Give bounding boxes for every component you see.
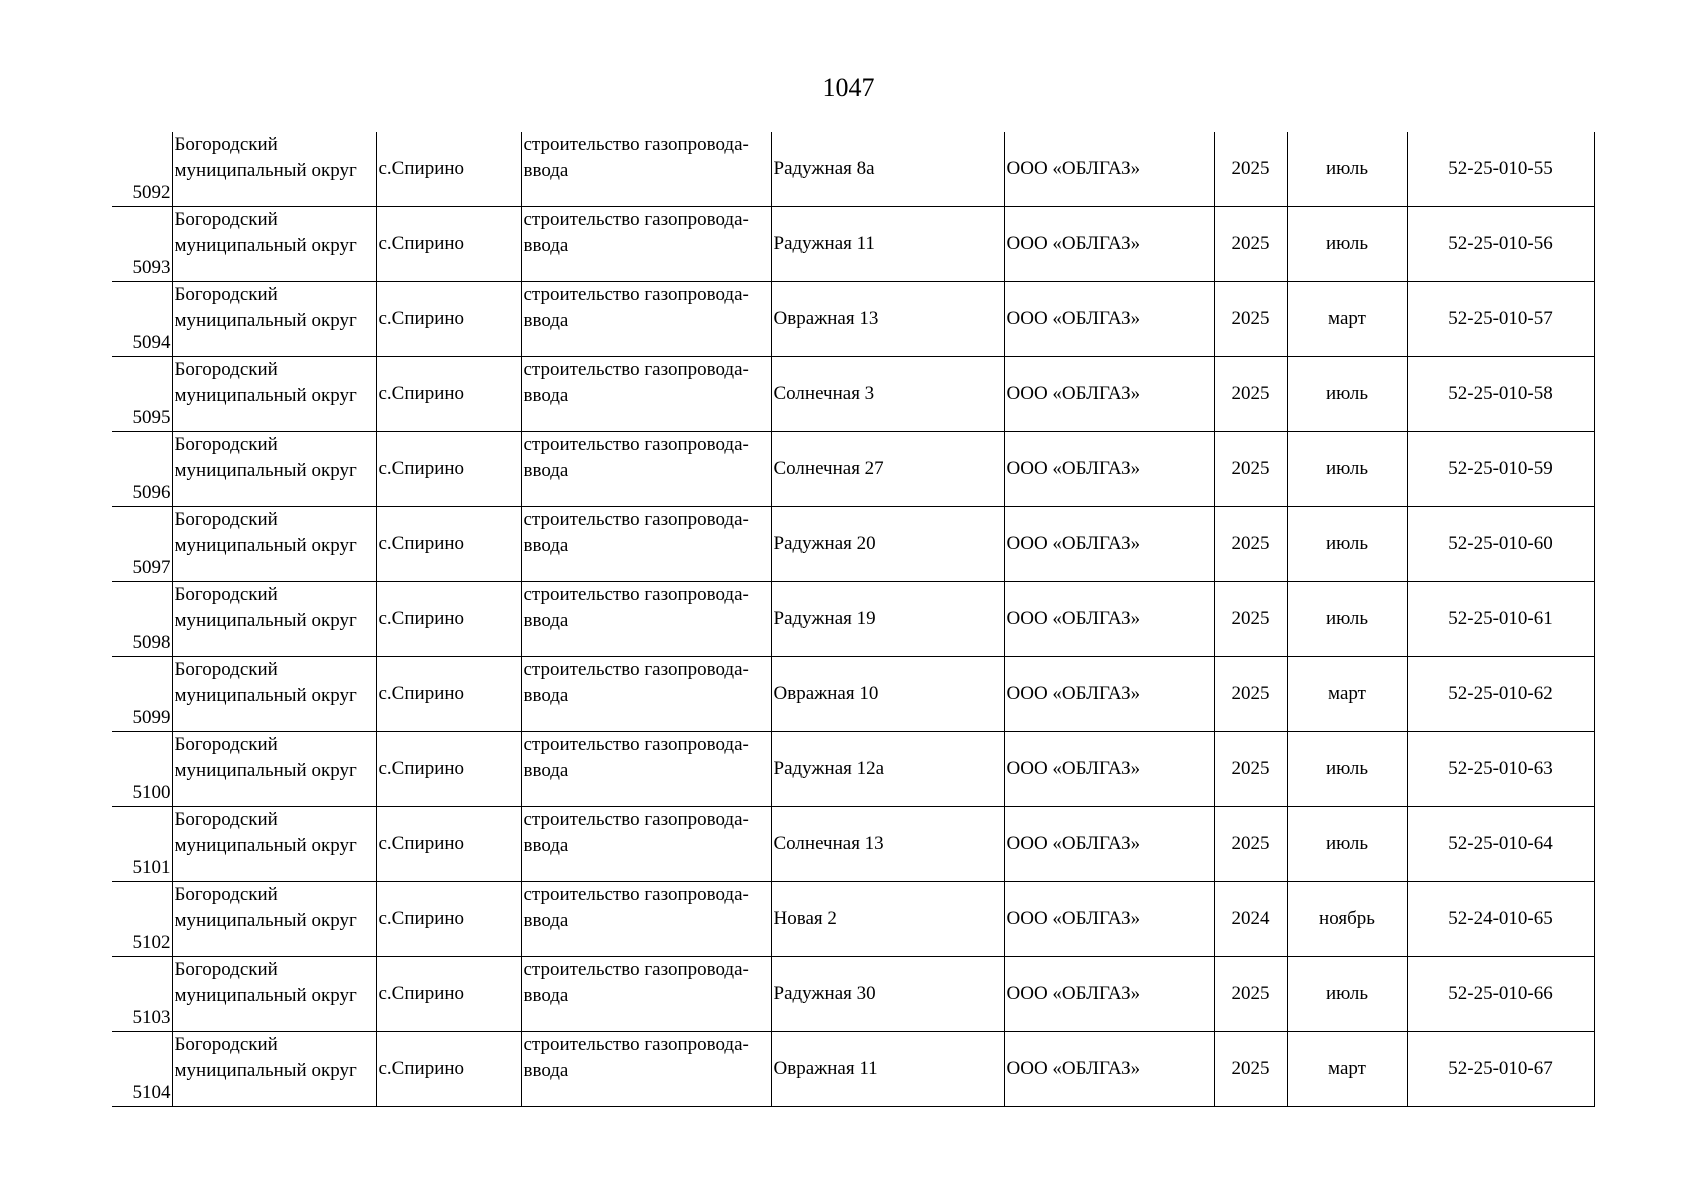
address-cell: Солнечная 27 bbox=[771, 432, 1004, 507]
code-cell: 52-25-010-66 bbox=[1407, 957, 1594, 1032]
table-row bbox=[112, 1032, 1594, 1107]
code-cell: 52-25-010-64 bbox=[1407, 807, 1594, 882]
row-number: 5093 bbox=[112, 207, 172, 282]
code-cell: 52-25-010-55 bbox=[1407, 132, 1594, 207]
code-cell: 52-25-010-62 bbox=[1407, 657, 1594, 732]
address-cell: Радужная 20 bbox=[771, 507, 1004, 582]
code-cell: 52-25-010-58 bbox=[1407, 357, 1594, 432]
work-line2: ввода bbox=[523, 310, 569, 331]
work-type-cell bbox=[521, 732, 771, 807]
organization-cell: ООО «ОБЛГАЗ» bbox=[1004, 282, 1214, 357]
address-cell: Радужная 19 bbox=[771, 582, 1004, 657]
district-line2: муниципальный округ bbox=[174, 160, 357, 181]
district-line1: Богородский bbox=[174, 284, 278, 305]
month-cell: июль bbox=[1287, 432, 1407, 507]
settlement-cell: с.Спирино bbox=[376, 507, 521, 582]
work-line1: строительство газопровода- bbox=[523, 1034, 749, 1055]
table-body bbox=[112, 132, 1594, 1107]
year-cell: 2025 bbox=[1214, 507, 1287, 582]
settlement-cell: с.Спирино bbox=[376, 132, 521, 207]
district-line1: Богородский bbox=[174, 434, 278, 455]
work-line1: строительство газопровода- bbox=[523, 809, 749, 830]
work-type-cell bbox=[521, 1032, 771, 1107]
work-type-cell bbox=[521, 207, 771, 282]
row-number: 5101 bbox=[112, 807, 172, 882]
row-number: 5103 bbox=[112, 957, 172, 1032]
month-cell: ноябрь bbox=[1287, 882, 1407, 957]
work-type-cell bbox=[521, 807, 771, 882]
table-row bbox=[112, 882, 1594, 957]
month-cell: июль bbox=[1287, 207, 1407, 282]
district-line1: Богородский bbox=[174, 209, 278, 230]
work-type-cell bbox=[521, 132, 771, 207]
work-line1: строительство газопровода- bbox=[523, 734, 749, 755]
settlement-cell: с.Спирино bbox=[376, 357, 521, 432]
work-line2: ввода bbox=[523, 685, 569, 706]
work-type-cell bbox=[521, 282, 771, 357]
work-line2: ввода bbox=[523, 385, 569, 406]
district-line2: муниципальный округ bbox=[174, 535, 357, 556]
code-cell: 52-25-010-57 bbox=[1407, 282, 1594, 357]
district-cell bbox=[172, 807, 376, 882]
work-line1: строительство газопровода- bbox=[523, 134, 749, 155]
table-row bbox=[112, 657, 1594, 732]
table-row bbox=[112, 582, 1594, 657]
district-cell bbox=[172, 432, 376, 507]
table-row bbox=[112, 732, 1594, 807]
district-cell bbox=[172, 582, 376, 657]
address-cell: Овражная 11 bbox=[771, 1032, 1004, 1107]
work-line2: ввода bbox=[523, 160, 569, 181]
work-type-cell bbox=[521, 657, 771, 732]
district-line1: Богородский bbox=[174, 659, 278, 680]
table-row bbox=[112, 207, 1594, 282]
district-line2: муниципальный округ bbox=[174, 835, 357, 856]
row-number: 5102 bbox=[112, 882, 172, 957]
code-cell: 52-24-010-65 bbox=[1407, 882, 1594, 957]
code-cell: 52-25-010-61 bbox=[1407, 582, 1594, 657]
district-line2: муниципальный округ bbox=[174, 985, 357, 1006]
year-cell: 2025 bbox=[1214, 957, 1287, 1032]
code-cell: 52-25-010-60 bbox=[1407, 507, 1594, 582]
district-line1: Богородский bbox=[174, 134, 278, 155]
address-cell: Радужная 12а bbox=[771, 732, 1004, 807]
work-type-cell bbox=[521, 882, 771, 957]
month-cell: июль bbox=[1287, 732, 1407, 807]
code-cell: 52-25-010-67 bbox=[1407, 1032, 1594, 1107]
district-cell bbox=[172, 732, 376, 807]
work-line1: строительство газопровода- bbox=[523, 209, 749, 230]
address-cell: Радужная 11 bbox=[771, 207, 1004, 282]
work-line2: ввода bbox=[523, 535, 569, 556]
row-number: 5096 bbox=[112, 432, 172, 507]
work-type-cell bbox=[521, 357, 771, 432]
row-number: 5094 bbox=[112, 282, 172, 357]
settlement-cell: с.Спирино bbox=[376, 957, 521, 1032]
month-cell: июль bbox=[1287, 132, 1407, 207]
address-cell: Солнечная 3 bbox=[771, 357, 1004, 432]
row-number: 5095 bbox=[112, 357, 172, 432]
work-line1: строительство газопровода- bbox=[523, 434, 749, 455]
settlement-cell: с.Спирино bbox=[376, 807, 521, 882]
district-line1: Богородский bbox=[174, 1034, 278, 1055]
year-cell: 2025 bbox=[1214, 207, 1287, 282]
settlement-cell: с.Спирино bbox=[376, 882, 521, 957]
settlement-cell: с.Спирино bbox=[376, 207, 521, 282]
year-cell: 2025 bbox=[1214, 732, 1287, 807]
district-cell bbox=[172, 507, 376, 582]
organization-cell: ООО «ОБЛГАЗ» bbox=[1004, 1032, 1214, 1107]
district-cell bbox=[172, 1032, 376, 1107]
year-cell: 2025 bbox=[1214, 282, 1287, 357]
district-line1: Богородский bbox=[174, 584, 278, 605]
organization-cell: ООО «ОБЛГАЗ» bbox=[1004, 657, 1214, 732]
district-line2: муниципальный округ bbox=[174, 1060, 357, 1081]
work-line2: ввода bbox=[523, 985, 569, 1006]
work-line2: ввода bbox=[523, 1060, 569, 1081]
work-line2: ввода bbox=[523, 835, 569, 856]
year-cell: 2025 bbox=[1214, 357, 1287, 432]
settlement-cell: с.Спирино bbox=[376, 282, 521, 357]
organization-cell: ООО «ОБЛГАЗ» bbox=[1004, 957, 1214, 1032]
year-cell: 2025 bbox=[1214, 582, 1287, 657]
year-cell: 2025 bbox=[1214, 807, 1287, 882]
district-line1: Богородский bbox=[174, 509, 278, 530]
table-row bbox=[112, 807, 1594, 882]
code-cell: 52-25-010-59 bbox=[1407, 432, 1594, 507]
year-cell: 2025 bbox=[1214, 432, 1287, 507]
district-line2: муниципальный округ bbox=[174, 385, 357, 406]
district-line2: муниципальный округ bbox=[174, 460, 357, 481]
settlement-cell: с.Спирино bbox=[376, 432, 521, 507]
district-cell bbox=[172, 282, 376, 357]
month-cell: март bbox=[1287, 1032, 1407, 1107]
row-number: 5104 bbox=[112, 1032, 172, 1107]
year-cell: 2025 bbox=[1214, 657, 1287, 732]
row-number: 5097 bbox=[112, 507, 172, 582]
month-cell: июль bbox=[1287, 582, 1407, 657]
month-cell: июль bbox=[1287, 507, 1407, 582]
district-line2: муниципальный округ bbox=[174, 310, 357, 331]
address-cell: Радужная 30 bbox=[771, 957, 1004, 1032]
address-cell: Солнечная 13 bbox=[771, 807, 1004, 882]
table-row bbox=[112, 132, 1594, 207]
district-line1: Богородский bbox=[174, 809, 278, 830]
year-cell: 2024 bbox=[1214, 882, 1287, 957]
work-type-cell bbox=[521, 582, 771, 657]
address-cell: Радужная 8а bbox=[771, 132, 1004, 207]
district-line2: муниципальный округ bbox=[174, 235, 357, 256]
district-line2: муниципальный округ bbox=[174, 610, 357, 631]
month-cell: июль bbox=[1287, 357, 1407, 432]
organization-cell: ООО «ОБЛГАЗ» bbox=[1004, 357, 1214, 432]
work-line1: строительство газопровода- bbox=[523, 584, 749, 605]
work-line2: ввода bbox=[523, 610, 569, 631]
table-row bbox=[112, 507, 1594, 582]
organization-cell: ООО «ОБЛГАЗ» bbox=[1004, 207, 1214, 282]
month-cell: июль bbox=[1287, 957, 1407, 1032]
work-line2: ввода bbox=[523, 910, 569, 931]
gas-works-table bbox=[112, 132, 1595, 1107]
table-row bbox=[112, 957, 1594, 1032]
year-cell: 2025 bbox=[1214, 1032, 1287, 1107]
month-cell: март bbox=[1287, 282, 1407, 357]
page-number: 1047 bbox=[822, 73, 875, 102]
code-cell: 52-25-010-56 bbox=[1407, 207, 1594, 282]
district-cell bbox=[172, 357, 376, 432]
month-cell: март bbox=[1287, 657, 1407, 732]
district-line2: муниципальный округ bbox=[174, 685, 357, 706]
work-line1: строительство газопровода- bbox=[523, 509, 749, 530]
organization-cell: ООО «ОБЛГАЗ» bbox=[1004, 582, 1214, 657]
work-type-cell bbox=[521, 957, 771, 1032]
district-line1: Богородский bbox=[174, 884, 278, 905]
organization-cell: ООО «ОБЛГАЗ» bbox=[1004, 432, 1214, 507]
district-line1: Богородский bbox=[174, 359, 278, 380]
year-cell: 2025 bbox=[1214, 132, 1287, 207]
table-row bbox=[112, 357, 1594, 432]
district-line2: муниципальный округ bbox=[174, 760, 357, 781]
work-line2: ввода bbox=[523, 460, 569, 481]
organization-cell: ООО «ОБЛГАЗ» bbox=[1004, 882, 1214, 957]
row-number: 5098 bbox=[112, 582, 172, 657]
settlement-cell: с.Спирино bbox=[376, 732, 521, 807]
row-number: 5092 bbox=[112, 132, 172, 207]
month-cell: июль bbox=[1287, 807, 1407, 882]
table-row bbox=[112, 282, 1594, 357]
address-cell: Овражная 13 bbox=[771, 282, 1004, 357]
district-cell bbox=[172, 132, 376, 207]
address-cell: Новая 2 bbox=[771, 882, 1004, 957]
district-line2: муниципальный округ bbox=[174, 910, 357, 931]
district-line1: Богородский bbox=[174, 734, 278, 755]
work-line1: строительство газопровода- bbox=[523, 884, 749, 905]
work-line2: ввода bbox=[523, 760, 569, 781]
code-cell: 52-25-010-63 bbox=[1407, 732, 1594, 807]
district-cell bbox=[172, 882, 376, 957]
organization-cell: ООО «ОБЛГАЗ» bbox=[1004, 807, 1214, 882]
address-cell: Овражная 10 bbox=[771, 657, 1004, 732]
work-line2: ввода bbox=[523, 235, 569, 256]
settlement-cell: с.Спирино bbox=[376, 657, 521, 732]
organization-cell: ООО «ОБЛГАЗ» bbox=[1004, 507, 1214, 582]
work-line1: строительство газопровода- bbox=[523, 959, 749, 980]
district-line1: Богородский bbox=[174, 959, 278, 980]
district-cell bbox=[172, 957, 376, 1032]
work-type-cell bbox=[521, 507, 771, 582]
settlement-cell: с.Спирино bbox=[376, 1032, 521, 1107]
work-line1: строительство газопровода- bbox=[523, 659, 749, 680]
work-type-cell bbox=[521, 432, 771, 507]
organization-cell: ООО «ОБЛГАЗ» bbox=[1004, 132, 1214, 207]
table-row bbox=[112, 432, 1594, 507]
row-number: 5100 bbox=[112, 732, 172, 807]
organization-cell: ООО «ОБЛГАЗ» bbox=[1004, 732, 1214, 807]
row-number: 5099 bbox=[112, 657, 172, 732]
settlement-cell: с.Спирино bbox=[376, 582, 521, 657]
work-line1: строительство газопровода- bbox=[523, 284, 749, 305]
work-line1: строительство газопровода- bbox=[523, 359, 749, 380]
district-cell bbox=[172, 207, 376, 282]
district-cell bbox=[172, 657, 376, 732]
